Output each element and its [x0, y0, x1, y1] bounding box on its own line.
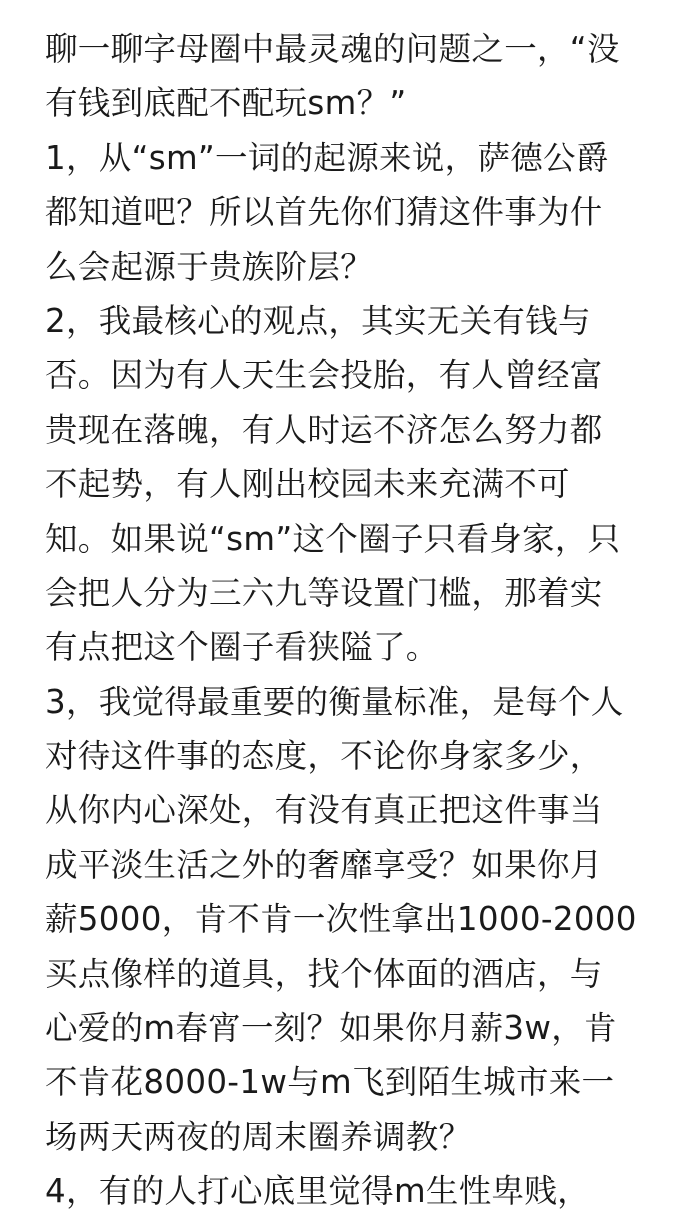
text-line: 贵现在落魄，有人时运不济怎么努力都: [45, 410, 603, 449]
text-line: 否。因为有人天生会投胎，有人曾经富: [45, 356, 603, 395]
text-line: 知。如果说“sm”这个圈子只看身家，只: [45, 519, 621, 558]
text-line: 不肯花8000-1w与m飞到陌生城市来一: [45, 1063, 615, 1102]
text-line: 从你内心深处，有没有真正把这件事当: [45, 791, 603, 830]
text-line: 对待这件事的态度，不论你身家多少，: [45, 737, 603, 776]
text-line: 聊一聊字母圈中最灵魂的问题之一，“没: [45, 30, 620, 68]
text-line: 不起势，有人刚出校园未来充满不可: [45, 465, 570, 504]
document-body: [45, 0, 645, 1219]
text-line: 么会起源于贵族阶层？: [45, 247, 374, 286]
text-line: 场两天两夜的周末圈养调教？: [45, 1117, 472, 1156]
text-line: 买点像样的道具，找个体面的酒店，与: [45, 954, 603, 993]
text-line: 2，我最核心的观点，其实无关有钱与: [45, 301, 591, 340]
text-line: 成平淡生活之外的奢靡享受？如果你月: [45, 845, 603, 884]
text-line: 有点把这个圈子看狭隘了。: [45, 628, 439, 667]
text-line: 心爱的m春宵一刻？如果你月薪3w，肯: [45, 1009, 617, 1048]
text-line: 3，我觉得最重要的衡量标准，是每个人: [45, 682, 624, 721]
text-line: 都知道吧？所以首先你们猜这件事为什: [45, 193, 603, 232]
text-line: 1，从“sm”一词的起源来说，萨德公爵: [45, 138, 609, 177]
text-line: 有钱到底配不配玩sm？”: [45, 84, 407, 123]
text-line: 4，有的人打心底里觉得m生性卑贱，: [45, 1172, 590, 1211]
text-line: 会把人分为三六九等设置门槛，那着实: [45, 573, 603, 612]
text-line: 薪5000，肯不肯一次性拿出1000-2000: [45, 900, 637, 939]
